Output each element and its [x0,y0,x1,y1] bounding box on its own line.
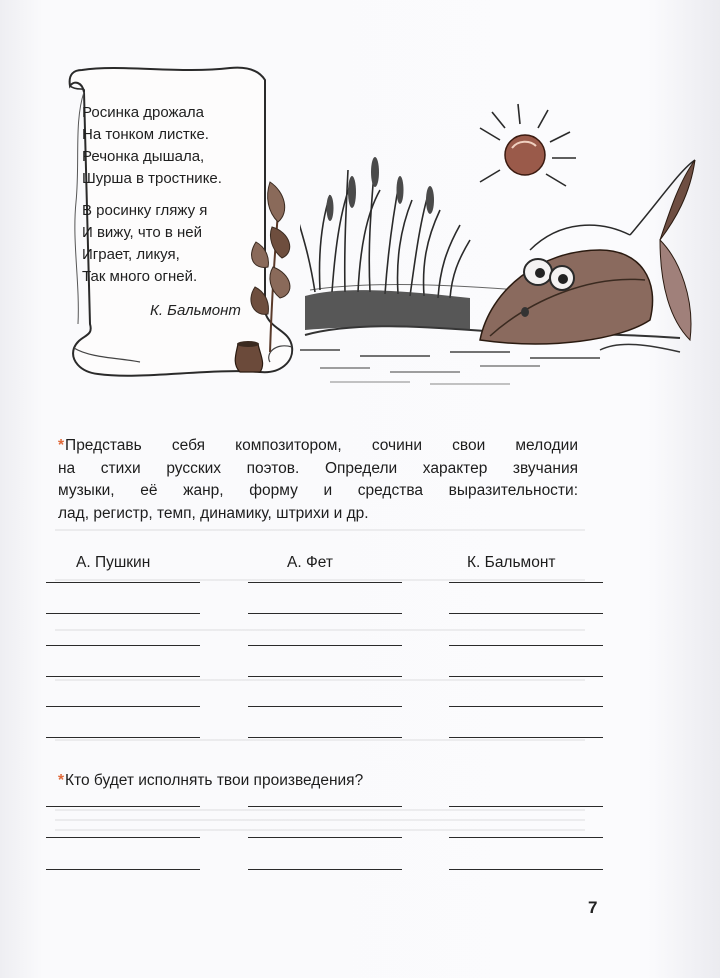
writing-line[interactable] [248,737,402,738]
writing-line[interactable] [248,613,402,614]
poem-line: Так много огней. [82,268,198,285]
task-1-line-2: на стихи русских поэтов. Определи характер звучания [58,459,578,477]
star-icon: * [58,437,65,454]
writing-line[interactable] [449,582,603,583]
poem-line: И вижу, что в ней [82,224,202,241]
page-number: 7 [588,898,598,917]
writing-line[interactable] [46,806,200,807]
task-1-line-4: лад, регистр, темп, динамику, штрихи и др. [58,504,369,522]
writing-line[interactable] [46,645,200,646]
column-heading-pushkin: А. Пушкин [76,554,151,571]
writing-line[interactable] [449,645,603,646]
writing-line[interactable] [46,837,200,838]
task-1-line-3: музыки, её жанр, форму и средства выразительности: [58,482,578,499]
writing-line[interactable] [46,676,200,677]
poem-author: К. Бальмонт [150,302,241,319]
column-heading-fet: А. Фет [287,554,333,571]
column-heading-balmont: К. Бальмонт [467,554,556,571]
poem-line: В росинку гляжу я [82,202,208,219]
writing-line[interactable] [248,706,402,707]
star-icon: * [58,772,65,789]
writing-line[interactable] [449,837,603,838]
poem-text [82,102,272,288]
poem-line: Росинка дрожала [82,104,204,121]
poem-line: На тонком листке. [82,126,209,143]
writing-line[interactable] [46,737,200,738]
writing-line[interactable] [46,613,200,614]
poem-line: Речонка дышала, [82,148,205,165]
writing-line[interactable] [248,869,402,870]
task-2 [58,770,578,793]
writing-line[interactable] [449,706,603,707]
writing-line[interactable] [46,869,200,870]
writing-line[interactable] [248,582,402,583]
poem-line: Играет, ликуя, [82,246,180,263]
writing-line[interactable] [248,676,402,677]
task-1 [58,435,578,525]
writing-line[interactable] [248,806,402,807]
writing-line[interactable] [46,582,200,583]
writing-line[interactable] [248,645,402,646]
writing-line[interactable] [46,706,200,707]
task-1-line-1: *Представь себя композитором, сочини свои мелодии [58,437,578,454]
dewdrop-reeds-illustration [300,100,700,390]
writing-line[interactable] [449,806,603,807]
task-2-text: Кто будет исполнять твои произведения? [65,772,364,789]
writing-line[interactable] [449,737,603,738]
writing-line[interactable] [449,676,603,677]
writing-line[interactable] [449,613,603,614]
poem-line: Шурша в тростнике. [82,170,222,187]
writing-line[interactable] [248,837,402,838]
writing-line[interactable] [449,869,603,870]
